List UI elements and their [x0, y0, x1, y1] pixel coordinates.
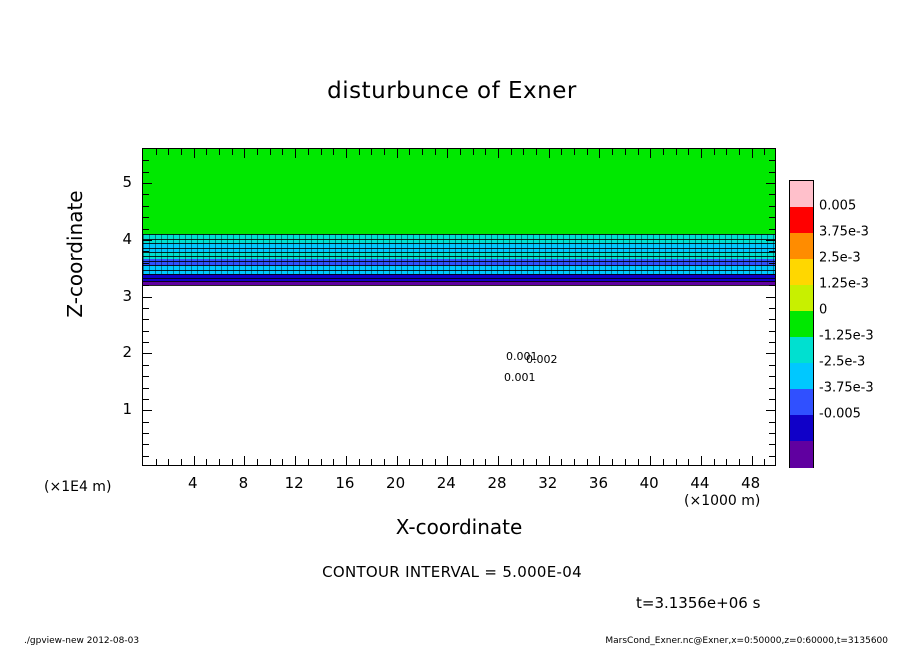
y-tick	[769, 160, 775, 161]
y-tick	[769, 433, 775, 434]
y-tick-label: 5	[122, 173, 132, 192]
x-tick	[650, 456, 651, 465]
colorbar-cell	[790, 389, 813, 416]
x-tick	[523, 459, 524, 465]
x-tick	[574, 459, 575, 465]
y-tick	[143, 297, 152, 298]
y-tick	[143, 251, 149, 252]
x-tick	[625, 459, 626, 465]
colorbar-label: -3.75e-3	[819, 380, 874, 396]
y-tick	[143, 422, 149, 423]
field-band	[143, 149, 775, 234]
contour-line	[143, 243, 775, 244]
contour-line	[143, 248, 775, 249]
x-tick	[714, 149, 715, 155]
x-tick	[333, 149, 334, 155]
x-tick	[232, 459, 233, 465]
x-tick	[612, 149, 613, 155]
x-tick	[206, 459, 207, 465]
x-tick	[359, 459, 360, 465]
y-tick	[769, 206, 775, 207]
contour-line	[143, 261, 775, 262]
contour-line	[143, 256, 775, 257]
y-tick	[143, 353, 152, 354]
contour-line	[143, 285, 775, 286]
contour-line	[143, 252, 775, 253]
y-tick	[143, 206, 149, 207]
x-tick	[726, 149, 727, 155]
x-tick	[244, 456, 245, 465]
y-tick	[766, 410, 775, 411]
x-tick-label: 48	[741, 474, 761, 492]
x-tick	[599, 456, 600, 465]
y-tick	[143, 160, 149, 161]
y-tick-label: 4	[122, 229, 132, 248]
y-tick	[769, 388, 775, 389]
contour-line	[143, 278, 775, 279]
contour-line	[143, 270, 775, 271]
y-axis-unit: (×1E4 m)	[44, 479, 112, 495]
x-tick	[511, 459, 512, 465]
x-tick	[219, 459, 220, 465]
x-tick	[384, 149, 385, 155]
colorbar	[789, 180, 814, 468]
x-tick	[435, 149, 436, 155]
y-tick	[143, 376, 149, 377]
x-tick-label: 36	[588, 474, 609, 492]
x-tick	[409, 149, 410, 155]
y-tick-label: 2	[122, 343, 132, 362]
colorbar-label: -2.5e-3	[819, 354, 866, 370]
x-tick	[574, 149, 575, 155]
y-tick	[769, 274, 775, 275]
y-tick	[143, 217, 149, 218]
x-tick	[485, 459, 486, 465]
x-tick	[676, 459, 677, 465]
x-tick	[511, 149, 512, 155]
y-tick-label: 1	[122, 400, 132, 419]
y-tick	[769, 319, 775, 320]
colorbar-cell	[790, 311, 813, 338]
y-tick	[143, 194, 149, 195]
y-tick	[143, 229, 149, 230]
x-axis-unit: (×1000 m)	[684, 493, 761, 509]
y-tick	[143, 319, 149, 320]
x-tick	[587, 149, 588, 155]
y-tick	[143, 172, 149, 173]
x-tick	[485, 149, 486, 155]
x-tick	[460, 459, 461, 465]
x-tick	[156, 459, 157, 465]
contour-line	[143, 239, 775, 240]
y-tick	[143, 444, 149, 445]
x-tick	[536, 459, 537, 465]
y-tick	[769, 422, 775, 423]
y-tick	[769, 285, 775, 286]
y-tick	[143, 240, 152, 241]
y-tick	[769, 194, 775, 195]
x-tick	[168, 459, 169, 465]
y-tick	[766, 183, 775, 184]
contour-label-1: 0.001	[506, 350, 538, 363]
x-tick	[549, 149, 550, 158]
y-tick	[143, 285, 149, 286]
y-tick-label: 3	[122, 286, 132, 305]
x-tick	[384, 459, 385, 465]
y-tick	[769, 365, 775, 366]
x-tick	[346, 456, 347, 465]
x-tick	[346, 149, 347, 158]
x-tick	[194, 149, 195, 158]
x-tick-label: 32	[538, 474, 558, 492]
x-tick	[701, 149, 702, 158]
x-tick	[625, 149, 626, 155]
colorbar-label: 1.25e-3	[819, 276, 869, 292]
x-tick-label: 8	[238, 474, 249, 492]
x-tick	[638, 149, 639, 155]
x-tick	[447, 149, 448, 158]
colorbar-cell	[790, 441, 813, 468]
x-tick	[156, 149, 157, 155]
y-tick	[143, 183, 152, 184]
x-tick	[282, 149, 283, 155]
y-tick	[769, 263, 775, 264]
x-tick	[599, 149, 600, 158]
colorbar-cell	[790, 207, 813, 234]
x-tick-label: 44	[690, 474, 710, 492]
x-tick	[422, 459, 423, 465]
colorbar-cell	[790, 415, 813, 442]
x-tick	[663, 149, 664, 155]
colorbar-label: -1.25e-3	[819, 328, 874, 344]
x-tick	[523, 149, 524, 155]
y-tick	[143, 308, 149, 309]
x-tick	[561, 459, 562, 465]
colorbar-label: 2.5e-3	[819, 250, 861, 266]
x-tick	[308, 459, 309, 465]
y-tick	[143, 342, 149, 343]
x-tick	[168, 149, 169, 155]
colorbar-cell	[790, 259, 813, 286]
x-tick	[181, 459, 182, 465]
x-tick	[460, 149, 461, 155]
x-tick	[536, 149, 537, 155]
x-tick	[321, 459, 322, 465]
x-tick	[333, 459, 334, 465]
y-tick	[769, 331, 775, 332]
x-tick-label: 4	[187, 474, 198, 492]
x-tick	[676, 149, 677, 155]
y-tick	[769, 251, 775, 252]
y-tick	[766, 297, 775, 298]
y-tick	[143, 263, 149, 264]
contour-label-2: 0.002	[526, 353, 558, 366]
x-tick	[206, 149, 207, 155]
contour-line	[143, 281, 775, 282]
x-tick	[498, 149, 499, 158]
y-tick	[143, 365, 149, 366]
x-tick	[739, 459, 740, 465]
contour-interval-text: CONTOUR INTERVAL = 5.000E-04	[322, 563, 582, 581]
x-tick	[612, 459, 613, 465]
y-tick	[769, 376, 775, 377]
x-tick	[422, 149, 423, 155]
x-tick	[561, 149, 562, 155]
x-tick-label: 40	[639, 474, 659, 492]
y-tick	[143, 410, 152, 411]
x-tick	[257, 149, 258, 155]
y-tick	[766, 240, 775, 241]
colorbar-cell	[790, 233, 813, 260]
x-tick	[752, 456, 753, 465]
x-tick	[663, 459, 664, 465]
x-tick-label: 16	[335, 474, 355, 492]
x-tick	[714, 459, 715, 465]
x-tick	[257, 459, 258, 465]
colorbar-label: 3.75e-3	[819, 224, 869, 240]
x-tick	[232, 149, 233, 155]
x-tick	[764, 149, 765, 155]
y-axis-title: Z-coordinate	[63, 190, 87, 318]
colorbar-cell	[790, 337, 813, 364]
x-tick	[282, 459, 283, 465]
x-tick	[752, 149, 753, 158]
x-tick	[371, 149, 372, 155]
y-tick	[143, 399, 149, 400]
y-tick	[769, 456, 775, 457]
x-tick	[397, 456, 398, 465]
x-tick	[359, 149, 360, 155]
x-tick	[270, 459, 271, 465]
x-tick	[473, 459, 474, 465]
x-tick	[371, 459, 372, 465]
x-tick	[549, 456, 550, 465]
contour-line	[143, 234, 775, 235]
y-tick	[766, 353, 775, 354]
x-tick	[244, 149, 245, 158]
x-tick	[219, 149, 220, 155]
x-tick	[498, 456, 499, 465]
y-tick	[769, 444, 775, 445]
x-tick	[638, 459, 639, 465]
x-tick	[688, 149, 689, 155]
contour-line	[143, 274, 775, 275]
y-tick	[143, 433, 149, 434]
colorbar-label: 0.005	[819, 198, 857, 214]
x-tick-label: 24	[436, 474, 456, 492]
time-text: t=3.1356e+06 s	[636, 594, 761, 612]
contour-line	[143, 265, 775, 266]
y-tick	[769, 217, 775, 218]
colorbar-cell	[790, 181, 813, 208]
x-tick	[321, 149, 322, 155]
colorbar-cell	[790, 285, 813, 312]
x-axis-title: X-coordinate	[395, 515, 523, 539]
y-tick	[769, 342, 775, 343]
colorbar-label: 0	[819, 302, 828, 318]
x-tick	[739, 149, 740, 155]
page-title: disturbunce of Exner	[327, 78, 577, 104]
x-tick	[194, 456, 195, 465]
x-tick	[587, 459, 588, 465]
y-tick	[143, 456, 149, 457]
x-tick	[397, 149, 398, 158]
colorbar-label: -0.005	[819, 406, 861, 422]
y-tick	[143, 331, 149, 332]
x-tick	[295, 149, 296, 158]
x-tick-label: 20	[386, 474, 406, 492]
y-tick	[143, 388, 149, 389]
contour-label-3: 0.001	[504, 371, 536, 384]
colorbar-cell	[790, 363, 813, 390]
x-tick	[181, 149, 182, 155]
x-tick	[473, 149, 474, 155]
y-tick	[769, 229, 775, 230]
x-tick	[701, 456, 702, 465]
x-tick	[435, 459, 436, 465]
y-tick	[769, 308, 775, 309]
plot-area	[142, 148, 776, 466]
x-tick	[764, 459, 765, 465]
x-tick	[650, 149, 651, 158]
x-tick-label: 12	[284, 474, 304, 492]
x-tick	[688, 459, 689, 465]
x-tick	[270, 149, 271, 155]
y-tick	[143, 274, 149, 275]
y-tick	[769, 172, 775, 173]
x-tick	[308, 149, 309, 155]
footer-left: ./gpview-new 2012-08-03	[24, 636, 140, 646]
x-tick-label: 28	[487, 474, 507, 492]
y-tick	[769, 399, 775, 400]
x-tick	[295, 456, 296, 465]
x-tick	[726, 459, 727, 465]
x-tick	[447, 456, 448, 465]
footer-right: MarsCond_Exner.nc@Exner,x=0:50000,z=0:60000,t=3135600	[605, 636, 888, 646]
x-tick	[409, 459, 410, 465]
